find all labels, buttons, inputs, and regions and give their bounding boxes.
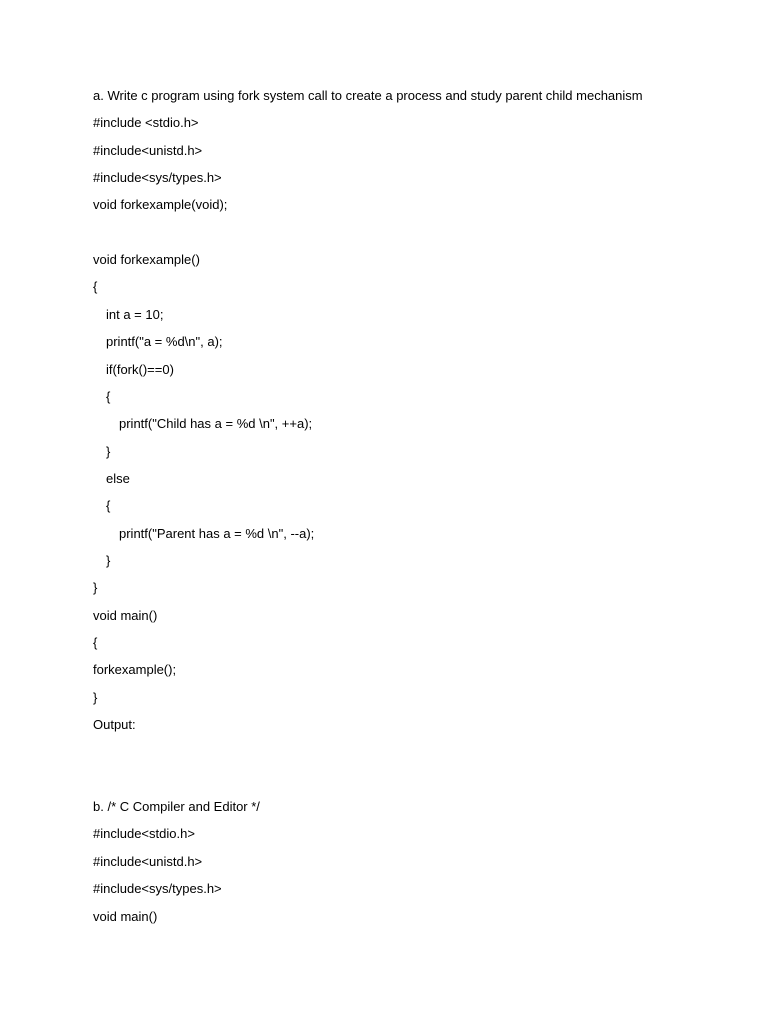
code-line: printf("a = %d\n", a); — [106, 334, 223, 349]
code-line: void forkexample() — [93, 252, 200, 267]
code-line: } — [106, 444, 111, 459]
code-line: void main() — [93, 909, 158, 924]
question-a-heading: a. Write c program using fork system call to create a process and study parent child mechanism — [93, 88, 643, 103]
code-line: { — [106, 498, 111, 513]
code-line: { — [93, 635, 98, 650]
code-line: } — [93, 690, 98, 705]
code-line: { — [93, 279, 98, 294]
question-b-heading: b. /* C Compiler and Editor */ — [93, 799, 260, 814]
code-line: { — [106, 389, 111, 404]
code-line: if(fork()==0) — [106, 362, 174, 377]
code-line: forkexample(); — [93, 662, 177, 677]
code-line: void main() — [93, 608, 158, 623]
code-line: printf("Child has a = %d \n", ++a); — [119, 416, 313, 431]
code-line: #include<unistd.h> — [93, 854, 203, 869]
code-line: int a = 10; — [106, 307, 164, 322]
code-line: #include<sys/types.h> — [93, 881, 222, 896]
code-line: void forkexample(void); — [93, 197, 228, 212]
code-line: #include<sys/types.h> — [93, 170, 222, 185]
code-line: printf("Parent has a = %d \n", --a); — [119, 526, 315, 541]
code-line: } — [106, 553, 111, 568]
code-line: #include<stdio.h> — [93, 826, 195, 841]
code-line: #include <stdio.h> — [93, 115, 199, 130]
code-line: #include<unistd.h> — [93, 143, 203, 158]
code-line: else — [106, 471, 130, 486]
code-line: } — [93, 580, 98, 595]
output-label: Output: — [93, 717, 136, 732]
